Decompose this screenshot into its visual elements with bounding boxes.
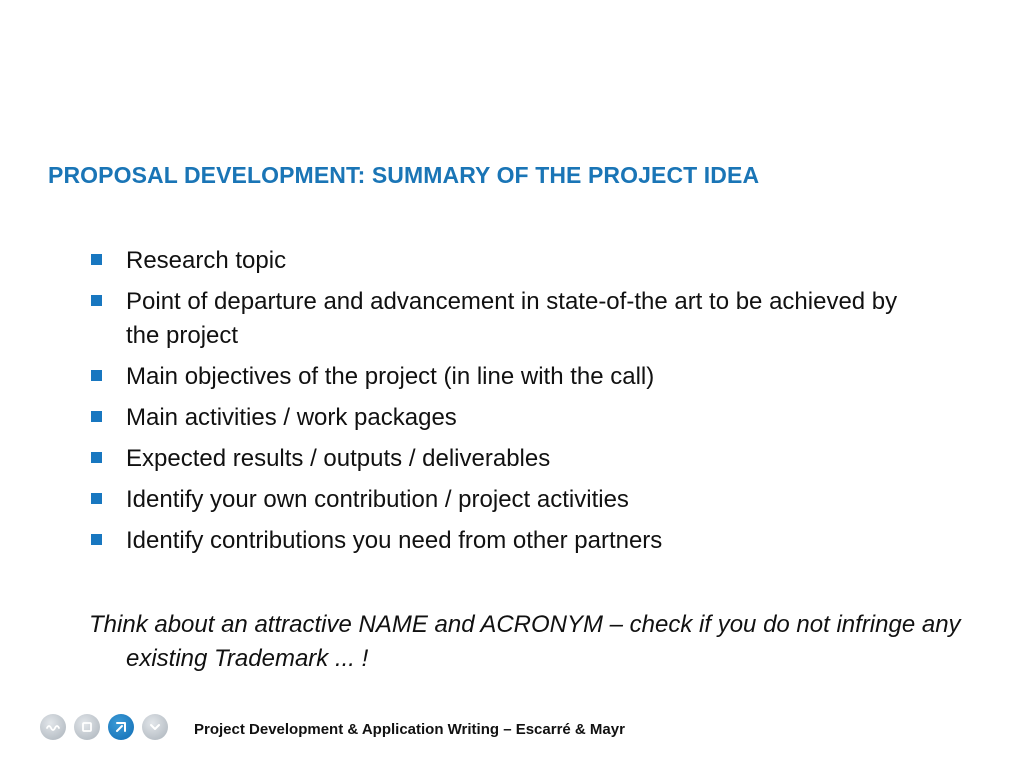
list-item [89,244,909,278]
bullet-square-icon [91,295,102,306]
list-item [89,360,909,394]
bullet-square-icon [91,254,102,265]
list-item-text: Identify your own contribution / project activities [126,486,629,513]
acronym-note: Think about an attractive NAME and ACRONYM – check if you do not infringe any existing Trademark ... ! [89,611,961,672]
bullet-square-icon [91,370,102,381]
bullet-list [89,244,909,565]
list-item-text: Identify contributions you need from other partners [126,527,663,554]
list-item [89,483,909,517]
wave-icon[interactable] [40,714,66,740]
footer-caption: Project Development & Application Writing – Escarré & Mayr [194,721,625,738]
bullet-square-icon [91,534,102,545]
square-icon[interactable] [74,714,100,740]
list-item [89,442,909,476]
list-item-text: Point of departure and advancement in state-of-the art to be achieved by the project [126,288,898,349]
list-item-text: Main objectives of the project (in line with the call) [126,363,655,390]
list-item-text: Expected results / outputs / deliverables [126,445,551,472]
corner-arrow-icon[interactable] [108,714,134,740]
list-item-text: Main activities / work packages [126,404,457,431]
chevron-down-icon[interactable] [142,714,168,740]
bullet-square-icon [91,452,102,463]
footer-navigation [40,714,168,740]
list-item-text: Research topic [126,247,287,274]
bullet-square-icon [91,493,102,504]
list-item [89,524,909,558]
slide-title: PROPOSAL DEVELOPMENT: SUMMARY OF THE PROJECT IDEA [48,162,760,188]
list-item [89,401,909,435]
list-item [89,285,909,353]
bullet-square-icon [91,411,102,422]
